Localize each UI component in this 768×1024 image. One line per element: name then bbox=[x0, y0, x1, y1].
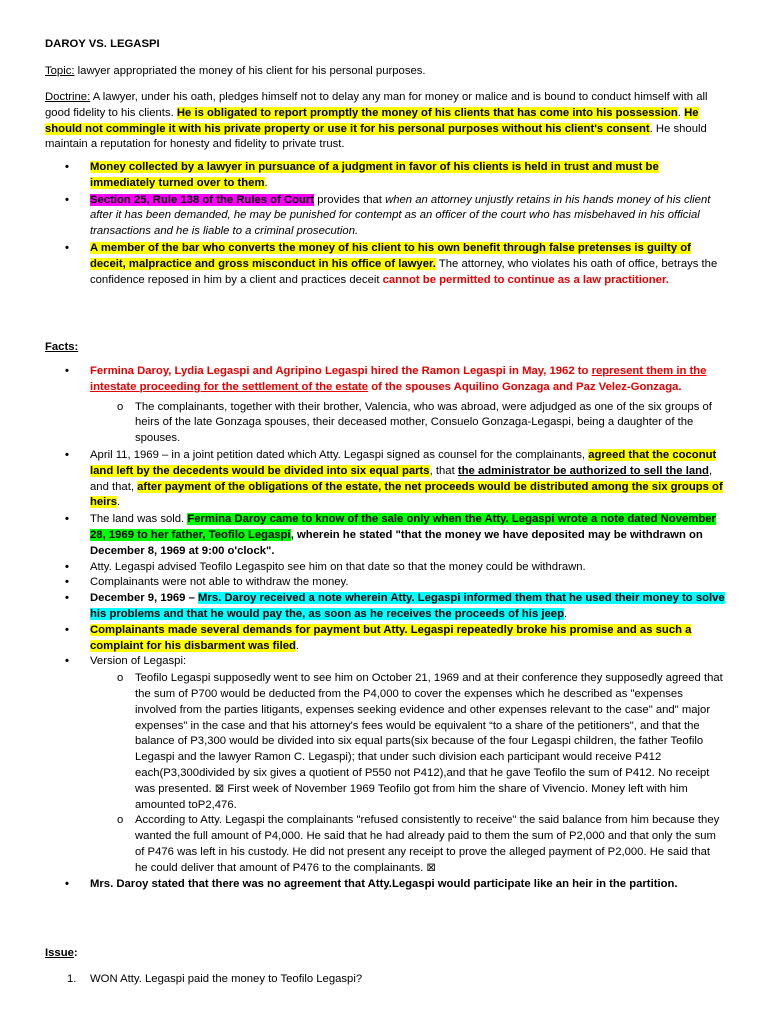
facts-item-3-text-a: The land was sold. bbox=[90, 513, 188, 526]
facts-item-5-text: Complainants were not able to withdraw the money. bbox=[90, 576, 349, 589]
facts-item-2-highlight-a: agreed that the coconut land left by the decedents would be divided into six equal parts bbox=[90, 448, 717, 477]
doctrine-bullet-3-text: The attorney, who violates his oath of office, betrays the confidence reposed in him by a client and practices deceit bbox=[90, 257, 718, 286]
facts-item-8 bbox=[45, 654, 725, 876]
facts-item-8-text: Version of Legaspi: bbox=[90, 655, 187, 668]
facts-item-2 bbox=[45, 448, 725, 511]
doctrine-bullet-2-highlight: Section 25, Rule 138 of the Rules of Court bbox=[90, 193, 315, 206]
sub-bullet-icon: o bbox=[117, 672, 124, 685]
facts-heading: Facts: bbox=[45, 341, 79, 353]
doctrine-bullet-3-red: cannot be permitted to continue as a law practitioner bbox=[382, 273, 666, 286]
facts-item-1 bbox=[45, 364, 725, 447]
doctrine-text-3: . He should maintain a reputation for honesty and fidelity to private trust. bbox=[45, 122, 707, 151]
sub-bullet-icon: o bbox=[117, 400, 124, 413]
bullet-icon: • bbox=[65, 193, 69, 206]
doctrine-bullet-3-highlight: A member of the bar who converts the money of his client to his own benefit through false pretenses is guilty of deceit, malpractice and gross misconduct in his office of lawyer. bbox=[90, 241, 691, 270]
facts-item-8-subitem-1 bbox=[90, 671, 725, 813]
facts-item-2-text-c: , and that, bbox=[90, 464, 713, 493]
doctrine-paragraph bbox=[45, 90, 725, 153]
facts-item-3-text-b: , wherein he stated "that the money we have deposited may be withdrawn on December 8, 1969 at 9:00 o'clock". bbox=[90, 528, 703, 557]
doctrine-bullet-2-text: provides that bbox=[314, 193, 386, 206]
issue-label: Issue bbox=[45, 947, 74, 959]
bullet-icon: • bbox=[65, 448, 69, 461]
facts-item-3-highlight: Fermina Daroy came to know of the sale only when the Atty. Legaspi wrote a note dated November 28, 1969 to her father, Teofilo Legaspi bbox=[90, 513, 716, 541]
doctrine-bullet-1-highlight: Money collected by a lawyer in pursuance of a judgment in favor of his clients is held in trust and must be immediately turned over to them bbox=[90, 161, 659, 189]
facts-item-1-sublist bbox=[90, 400, 725, 447]
facts-item-6-text-b: . bbox=[563, 607, 568, 620]
facts-item-2-text-d: . bbox=[117, 496, 121, 509]
facts-item-1-subtext: The complainants, together with their brother, Valencia, who was abroad, were adjudged as one of the six groups of heirs of the late Gonzaga spouses, their deceased mother, Consuelo Gonzaga-Legaspi, being a daughter of the spouses. bbox=[135, 400, 712, 445]
facts-item-2-text-b: , that bbox=[429, 464, 458, 477]
doctrine-text-2: . bbox=[677, 106, 685, 119]
issue-question: WON Atty. Legaspi paid the money to Teofilo Legaspi? bbox=[90, 973, 363, 985]
facts-item-4 bbox=[45, 560, 725, 576]
case-title: DAROY VS. LEGASPI bbox=[45, 38, 160, 50]
bullet-icon: • bbox=[65, 513, 69, 526]
doctrine-bullet-3-end: . bbox=[665, 273, 669, 286]
doctrine-bullet-2-italic: when an attorney unjustly retains in his hands money of his client after it has been demanded, he may be punished for contempt as an officer of the court who has misbehaved in his official transactions and he is liable to a criminal prosecution. bbox=[90, 193, 711, 238]
sub-bullet-icon: o bbox=[117, 814, 124, 827]
topic-label: Topic: bbox=[45, 65, 75, 77]
issue-item-1 bbox=[45, 972, 725, 988]
bullet-icon: • bbox=[65, 365, 69, 377]
facts-item-8-sublist bbox=[90, 671, 725, 876]
doctrine-label: Doctrine: bbox=[45, 91, 91, 103]
facts-item-1-subitem bbox=[90, 400, 725, 447]
facts-item-9 bbox=[45, 877, 725, 893]
facts-item-1-underlined: represent them in the intestate proceeding for the settlement of the estate bbox=[90, 365, 707, 393]
facts-list bbox=[45, 364, 725, 892]
facts-item-8-subitem-2 bbox=[90, 813, 725, 876]
facts-item-7-highlight: Complainants made several demands for payment but Atty. Legaspi repeatedly broke his promise and as such a complaint for his disbarment was filed bbox=[90, 623, 692, 652]
facts-item-9-text: Mrs. Daroy stated that there was no agreement that Atty.Legaspi would participate like an heir in the partition. bbox=[90, 877, 678, 890]
facts-item-1-text-b: of the spouses Aquilino Gonzaga and Paz Velez-Gonzaga. bbox=[368, 380, 682, 393]
doctrine-bullet-1 bbox=[45, 160, 725, 192]
doctrine-text-1: A lawyer, under his oath, pledges himself not to delay any man for money or malice and is bound to conduct himself with all good fidelity to his clients. bbox=[45, 91, 708, 119]
facts-item-7 bbox=[45, 623, 725, 655]
bullet-icon: • bbox=[65, 241, 69, 254]
issue-list bbox=[45, 972, 725, 988]
facts-item-2-highlight-b: after payment of the obligations of the estate, the net proceeds would be distributed among the six groups of heirs bbox=[90, 480, 723, 509]
facts-item-8-subtext-1: Teofilo Legaspi supposedly went to see him on October 21, 1969 and at their conference they supposedly agreed that the sum of P700 would be deducted from the P4,000 to cover the expenses which he described as "expenses involved from the parties litigants, expenses seeking evidence and other expenses relevant to the case" and" major expenses" in the case and that his attorney's fees would be equivalent “to a share of the petitioners", and that the balance of P3,300 would be divided into six equal parts(six because of the four Legaspi children, the father Teofilo Legaspi and the lawyer Ramon C. Legaspi); that under such division each participant would receive P412 each(P3,300divided by six gives a quotient of P550 not P412),and that he gave Teofilo the sum of P412. No receipt was presented. ⊠ First week of November 1969 Teofilo got from him the share of Vivencio. Money left with him amounted toP2,476. bbox=[135, 672, 723, 811]
issue-number: 1. bbox=[67, 973, 77, 985]
facts-item-1-text-a: Fermina Daroy, Lydia Legaspi and Agripino Legaspi hired the Ramon Legaspi in May, 1962 to bbox=[90, 365, 592, 377]
bullet-icon: • bbox=[65, 877, 69, 890]
bullet-icon: • bbox=[65, 592, 69, 605]
facts-item-2-underlined: the administrator be authorized to sell the land bbox=[457, 464, 709, 477]
issue-heading bbox=[45, 946, 725, 962]
facts-item-3 bbox=[45, 512, 725, 559]
doctrine-bullet-2 bbox=[45, 193, 725, 240]
doctrine-bullet-list bbox=[45, 160, 725, 288]
facts-item-7-text: . bbox=[295, 639, 300, 652]
doctrine-highlight-2: He should not commingle it with his private property or use it for his personal purposes without his client's consent bbox=[45, 106, 699, 135]
bullet-icon: • bbox=[65, 576, 69, 589]
bullet-icon: • bbox=[65, 655, 69, 668]
bullet-icon: • bbox=[65, 623, 69, 636]
topic-paragraph bbox=[45, 64, 725, 80]
facts-item-6 bbox=[45, 591, 725, 623]
facts-item-2-text-a: April 11, 1969 – in a joint petition dated which Atty. Legaspi signed as counsel for the complainants, bbox=[90, 448, 589, 461]
doctrine-bullet-1-text: . bbox=[264, 176, 268, 189]
facts-item-6-text-a: December 9, 1969 – bbox=[90, 592, 199, 605]
facts-item-6-highlight: Mrs. Daroy received a note wherein Atty. Legaspi informed them that he used their money to solve his problems and that he would pay the, as soon as he receives the proceeds of his jeep bbox=[90, 592, 725, 620]
facts-item-4-text: Atty. Legaspi advised Teofilo Legaspito see him on that date so that the money could be withdrawn. bbox=[90, 560, 586, 573]
issue-colon: : bbox=[73, 947, 78, 959]
topic-text: lawyer appropriated the money of his client for his personal purposes. bbox=[74, 65, 426, 77]
bullet-icon: • bbox=[65, 161, 69, 173]
facts-item-5 bbox=[45, 575, 725, 591]
facts-item-8-subtext-2: According to Atty. Legaspi the complainants "refused consistently to receive" the said balance from him because they wanted the full amount of P4,000. He said that he had already paid to them the sum of P2,000 and that only the sum of P476 was left in his custody. He did not present any receipt to prove the alleged payment of P2,000. He said that he could deliver that amount of P476 to the complainants. ⊠ bbox=[135, 814, 720, 874]
bullet-icon: • bbox=[65, 560, 69, 573]
doctrine-bullet-3 bbox=[45, 241, 725, 288]
doctrine-highlight-1: He is obligated to report promptly the money of his clients that has come into his possession bbox=[176, 106, 678, 119]
